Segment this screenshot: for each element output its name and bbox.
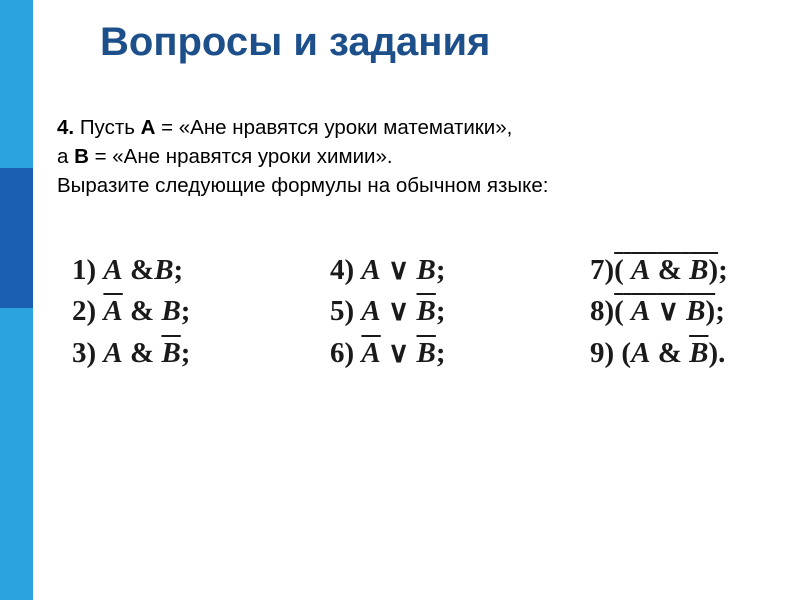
task-line-2-text-b: = «Ане нравятся уроки химии».	[88, 145, 393, 168]
formula-6-var-b-negated: $\overline{B}$	[416, 337, 436, 369]
formula-9-right-paren: )	[708, 337, 719, 369]
slide-title: Вопросы и задания	[100, 20, 491, 64]
formula-2-var-a-negated: $\overline{A}$	[103, 295, 123, 327]
task-line-1-text-a: Пусть	[79, 116, 141, 139]
formula-5-number: 5)	[330, 295, 355, 327]
task-number: 4.	[57, 116, 75, 139]
formula-3-end: ;	[180, 337, 191, 369]
formula-7-right-paren: )	[708, 254, 719, 286]
formula-1-var-a: A	[103, 254, 123, 286]
formula-7-var-a: A	[631, 254, 651, 286]
formula-8	[590, 293, 725, 329]
task-line-1-text-b: = «Ане нравятся уроки математики»,	[155, 116, 513, 139]
formula-7-left-paren: (	[614, 254, 624, 286]
formula-7-end: ;	[718, 254, 728, 286]
formula-9	[590, 335, 725, 371]
formula-6-number: 6)	[330, 337, 355, 369]
formula-8-left-paren: (	[614, 295, 624, 327]
formula-2-var-b: B	[161, 295, 181, 327]
formula-9-var-b-negated: $\overline{B}$	[689, 337, 709, 369]
formula-8-operator: ∨	[657, 295, 679, 327]
formula-3	[72, 335, 190, 371]
formula-1-operator: &	[130, 254, 155, 286]
formula-5	[330, 293, 446, 329]
formula-8-end: ;	[715, 295, 725, 327]
formula-9-number: 9)	[590, 337, 615, 369]
formula-6-var-a-negated: $\overline{A}$	[361, 337, 381, 369]
formula-4-var-a: A	[361, 254, 381, 286]
formula-5-var-b-negated: $\overline{B}$	[416, 295, 436, 327]
formula-5-operator: ∨	[388, 295, 410, 327]
formula-8-var-a: A	[631, 295, 651, 327]
formula-1-number: 1)	[72, 254, 97, 286]
task-var-a: А	[140, 116, 156, 139]
formula-8-right-paren: )	[705, 295, 716, 327]
formula-9-operator: &	[657, 337, 682, 369]
formula-7-negated-group	[614, 254, 718, 286]
formula-3-var-b-negated: $\overline{B}$	[161, 337, 181, 369]
formula-7-var-b: B	[689, 254, 709, 286]
formula-4-number: 4)	[330, 254, 355, 286]
task-var-b: В	[74, 145, 89, 168]
formula-8-negated-group	[614, 295, 715, 327]
formula-8-var-b: B	[686, 295, 706, 327]
formula-2	[72, 293, 190, 329]
formula-1	[72, 252, 183, 288]
formula-1-end: ;	[173, 254, 184, 286]
formula-5-end: ;	[435, 295, 446, 327]
formula-9-end: .	[718, 337, 726, 369]
formula-9-left-paren: (	[621, 337, 632, 369]
formula-6-operator: ∨	[388, 337, 410, 369]
formula-2-number: 2)	[72, 295, 97, 327]
formula-4-var-b: B	[416, 254, 436, 286]
formula-7-operator: &	[657, 254, 682, 286]
formula-7	[590, 252, 728, 288]
task-line-3: Выразите следующие формулы на обычном языке:	[57, 174, 549, 197]
formula-4-operator: ∨	[388, 254, 410, 286]
formula-4-end: ;	[435, 254, 446, 286]
formula-3-number: 3)	[72, 337, 97, 369]
formula-6	[330, 335, 446, 371]
formula-3-operator: &	[130, 337, 155, 369]
formula-4	[330, 252, 446, 288]
formula-5-var-a: A	[361, 295, 381, 327]
formula-6-end: ;	[435, 337, 446, 369]
formula-9-var-a: A	[631, 337, 651, 369]
task-line-2-text-a: а	[57, 145, 75, 168]
formula-3-var-a: A	[103, 337, 123, 369]
formula-1-var-b: B	[154, 254, 174, 286]
formula-2-end: ;	[180, 295, 191, 327]
formula-7-number: 7)	[590, 254, 615, 286]
formula-2-operator: &	[130, 295, 155, 327]
formula-8-number: 8)	[590, 295, 615, 327]
